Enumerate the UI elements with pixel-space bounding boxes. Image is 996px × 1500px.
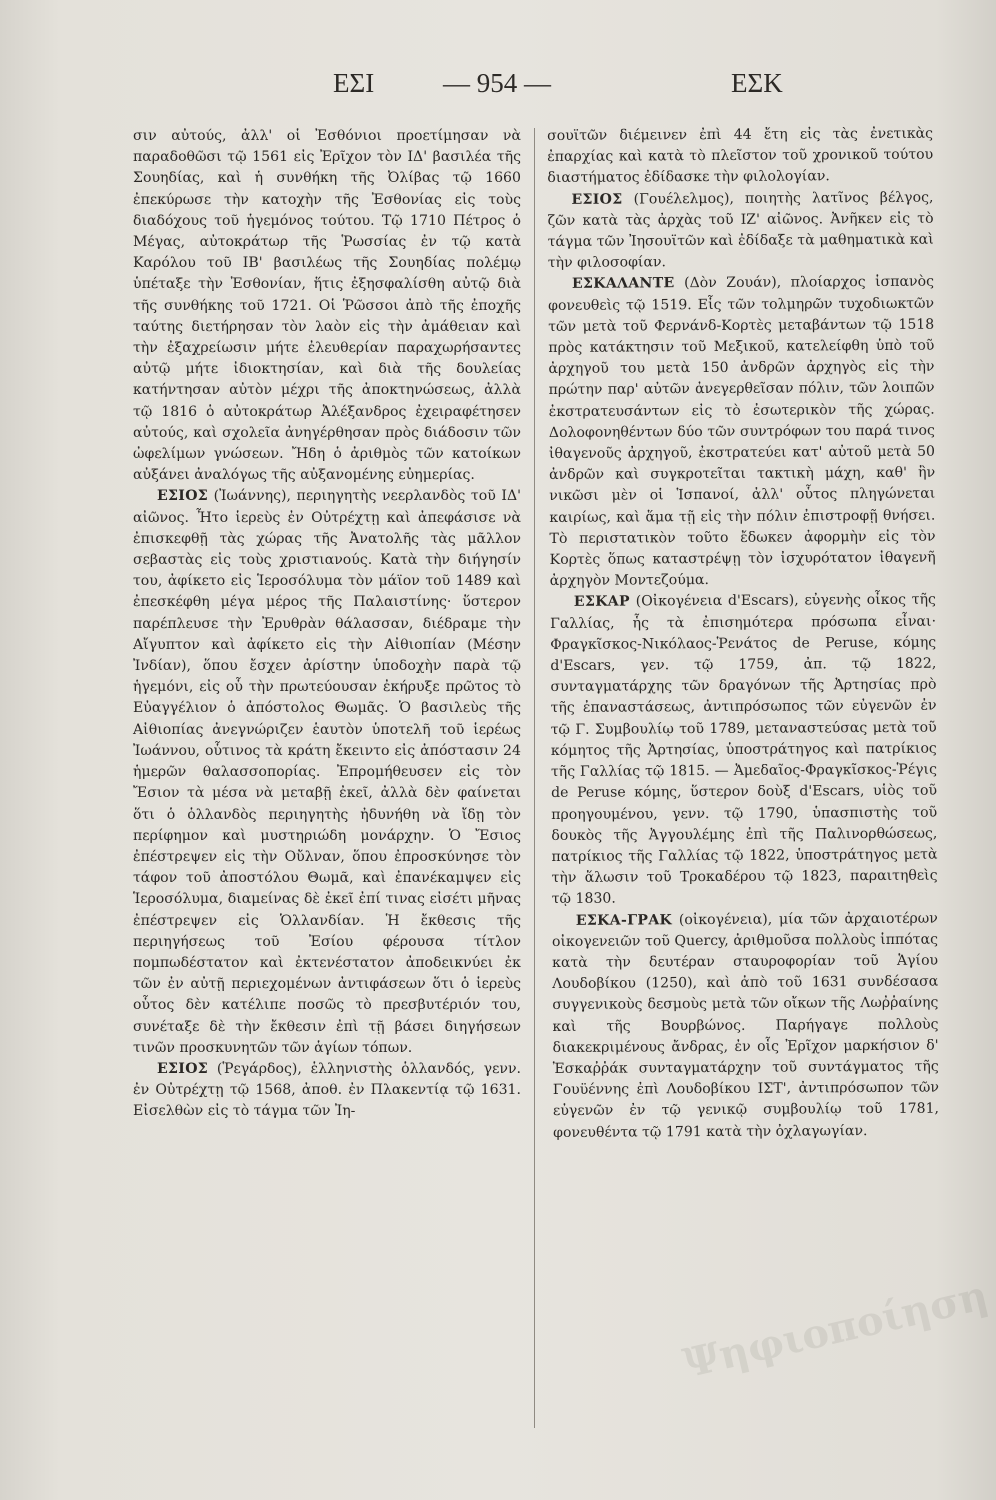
- right-column: [547, 124, 939, 1144]
- entry-text: (οἰκογένεια), μία τῶν ἀρχαιοτέρων οἰκογενειῶν τοῦ Quercy, ἀριθμοῦσα πολλοὺς ἱππότας κατὰ τὴν δευτέραν σταυροφορίαν τοῦ Ἁγίου Λουδοβίκου (1250), καὶ ἀπὸ τοῦ 1631 συνδέσασα συγγενικοὺς δεσμοὺς μετὰ τῶν οἴκων τῆς Λωῤῥαίνης καὶ τῆς Βουρβώνος. Παρήγαγε πολλοὺς διακεκριμένους ἄνδρας, ἐν οἷς Ἐρῖχον μαρκήσιον δ' Ἐσκαῤῥάκ συνταγματάρχην τοῦ συντάγματος τῆς Γουϋέννης ἐπὶ Λουδοβίκου ΙΣΤ', ἀντιπρόσωπον τῶν εὐγενῶν ἐν τῷ γενικῷ συμβουλίῳ τοῦ 1781, φονευθέντα τῷ 1791 κατὰ τὴν ὀχλαγωγίαν.: [551, 910, 940, 1141]
- entry-text: σιν αὐτούς, ἀλλ' οἱ Ἐσθόνιοι προετίμησαν νὰ παραδοθῶσι τῷ 1561 εἰς Ἐρῖχον τὸν ΙΔ' βασιλέα τῆς Σουηδίας, καὶ ἡ συνθήκη τῆς Ὀλίβας τῷ 1660 ἐπεκύρωσε τὴν κατοχὴν τῆς Ἐσθονίας εἰς τοὺς διαδόχους τοῦ ἡγεμόνος τούτου. Τῷ 1710 Πέτρος ὁ Μέγας, αὐτοκράτωρ τῆς Ῥωσσίας ἐν τῷ κατὰ Καρόλου τοῦ ΙΒ' βασιλέως τῆς Σουηδίας πολέμῳ ὑπέταξε τὴν Ἐσθονίαν, ἥτις ἐξησφαλίσθη αὐτῷ διὰ τῆς συνθήκης τοῦ 1721. Οἱ Ῥῶσσοι ἀπὸ τῆς ἐποχῆς ταύτης διετήρησαν τὸν λαὸν εἰς τὴν ἀμάθειαν καὶ τὴν ἐξαχρείωσιν μήτε ἐλευθερίαν παραχωρήσαντες αὐτῷ μήτε ἰδιοκτησίαν, καὶ διὰ τῆς δουλείας κατήντησαν αὐτὸν μέχρι τῆς ἀποκτηνώσεως, ἀλλὰ τῷ 1816 ὁ αὐτοκράτωρ Ἀλέξανδρος ἐχειραφέτησεν αὐτούς, καὶ σχολεῖα ἀνηγέρθησαν πρὸς διάδοσιν τῶν ὠφελίμων γνώσεων. Ἤδη ὁ ἀριθμὸς τῶν κατοίκων αὐξάνει ἀναλόγως τῆς αὐξανομένης εὐημερίας.: [133, 128, 521, 484]
- entry-text: (Δὸν Ζουάν), πλοίαρχος ἱσπανὸς φονευθεὶς τῷ 1519. Εἷς τῶν τολμηρῶν τυχοδιωκτῶν τῶν μετὰ τοῦ Φερνάνδ-Κορτὲς μεταβάντων τῷ 1518 πρὸς κατάκτησιν τοῦ Μεξικοῦ, κατελείφθη ὑπὸ τοῦ ἀρχηγοῦ του μετὰ 150 ἀνδρῶν ἀρχηγὸς εἰς τὴν πρώτην παρ' αὐτῶν ἀνεγερθεῖσαν πόλιν, τῶν λοιπῶν ἐκστρατευσάντων εἰς τὸ ἐσωτερικὸν τῆς χώρας. Δολοφονηθέντων δύο τῶν συντρόφων του παρά τινος ἰθαγενοῦς ἀρχηγοῦ, ἐκστρατεύει κατ' αὐτοῦ μετὰ 50 ἀνδρῶν καὶ συγκροτεῖται τακτικὴ μάχη, καθ' ἣν νικῶσι μὲν οἱ Ἱσπανοί, ἀλλ' οὗτος πληγώνεται καιρίως, καὶ ἅμα τῇ εἰς τὴν πόλιν ἐπιστροφῇ θνήσει. Τὸ περιστατικὸν τοῦτο ἔδωκεν ἀφορμὴν εἰς τὸν Κορτὲς ὅπως καταστρέψῃ τὸν ἰσχυρότατον ἰθαγενῆ ἀρχηγὸν Μοντεζούμα.: [548, 274, 936, 590]
- entry-esios-gouelelmos: [547, 187, 934, 274]
- left-column: [133, 126, 521, 1123]
- library-watermark: Ψηφιοποίηση: [678, 1271, 993, 1388]
- header-right-guide-word: ΕΣΚ: [731, 68, 783, 98]
- entry-text: σουϊτῶν διέμεινεν ἐπὶ 44 ἔτη εἰς τὰς ἐνετικὰς ἐπαρχίας καὶ κατὰ τὸ πλεῖστον τοῦ χρονικοῦ τούτου διαστήματος ἐδίδασκε τὴν φιλολογίαν.: [547, 125, 934, 187]
- entry-headword: ΕΣΚΑ-ΓΡΑΚ: [575, 911, 673, 929]
- header-left-guide-word: ΕΣΙ: [333, 68, 375, 98]
- entry-text: (Οἰκογένεια d'Escars), εὐγενὴς οἶκος τῆς Γαλλίας, ἧς τὰ ἐπισημότερα πρόσωπα εἶναι· Φραγκῖσκος-Νικόλαος-Ῥενάτος de Peruse, κόμης d'Escars, γεν. τῷ 1759, ἀπ. τῷ 1822, συνταγματάρχης τῶν δραγόνων τῆς Ἀρτησίας πρὸ τῆς ἐπαναστάσεως, ἀντιπρόσωπος τῶν εὐγενῶν ἐν τῷ Γ. Συμβουλίῳ τοῦ 1789, μεταναστεύσας μετὰ τοῦ κόμητος τῆς Ἀρτησίας, ὑποστράτηγος καὶ πατρίκιος τῆς Γαλλίας τῷ 1815. — Ἀμεδαῖος-Φραγκῖσκος-Ῥέγις de Peruse κόμης, ὕστερον δοὺξ d'Escars, υἱὸς τοῦ προηγουμένου, γενν. τῷ 1790, ὑπασπιστὴς τοῦ δουκὸς τῆς Ἀγγουλέμης ἐπὶ τῆς Παλινορθώσεως, πατρίκιος τῆς Γαλλίας τῷ 1822, ὑποστράτηγος μετὰ τὴν ἅλωσιν τοῦ Τροκαδέρου τῷ 1823, παραιτηθεὶς τῷ 1830.: [549, 592, 938, 908]
- running-header: [0, 68, 996, 108]
- entry-text: (Ῥεγάρδος), ἑλληνιστὴς ὁλλανδός, γενν. ἐν Οὐτρέχτῃ τῷ 1568, ἀποθ. ἐν Πλακεντίᾳ τῷ 1631. Εἰσελθὼν εἰς τὸ τάγμα τῶν Ἰη-: [133, 1060, 521, 1120]
- column-divider: [534, 128, 535, 1428]
- entry-headword: ΕΣΙΟΣ: [157, 488, 209, 505]
- entry-text: (Ἰωάννης), περιηγητὴς νεερλανδὸς τοῦ ΙΔ' αἰῶνος. Ἦτο ἱερεὺς ἐν Οὐτρέχτῃ καὶ ἀπεφάσισε νὰ ἐπισκεφθῇ τὰς χώρας τῆς Ἀνατολῆς τὰς μᾶλλον σεβαστὰς εἰς τοὺς χριστιανούς. Κατὰ τὴν διήγησίν του, ἀφίκετο εἰς Ἱεροσόλυμα τὸν μάϊον τοῦ 1489 καὶ ἐπεσκέφθη μέγα μέρος τῆς Παλαιστίνης· ὕστερον παρέπλευσε τὴν Ἐρυθρὰν θάλασσαν, διέδραμε τὴν Αἴγυπτον καὶ ἀφίκετο εἰς τὴν Αἰθιοπίαν (Μέσην Ἰνδίαν), ὅπου ἔσχεν ἀρίστην ὑποδοχὴν παρὰ τῷ ἡγεμόνι, εἰς οὗ τὴν πρωτεύουσαν ἐκήρυξε πρῶτος τὸ Εὐαγγέλιον ὁ ἀπόστολος Θωμᾶς. Ὁ βασιλεὺς τῆς Αἰθιοπίας ἀνεγνώριζεν ἑαυτὸν ὑποτελῆ τοῦ ἱερέως Ἰωάννου, οὗτινος τὰ κράτη ἔκειντο εἰς ἀπόστασιν 24 ἡμερῶν θαλασσοπορίας. Ἐπρομήθευσεν εἰς τὸν Ἔσιον τὰ μέσα νὰ μεταβῇ ἐκεῖ, ἀλλὰ δὲν φαίνεται ὅτι ὁ ὁλλανδὸς περιηγητὴς ἠδυνήθη νὰ ἴδῃ τὸν περίφημον καὶ μυστηριώδη μονάρχην. Ὁ Ἔσιος ἐπέστρεψεν εἰς τὴν Οὔλναν, ὅπου ἐπροσκύνησε τὸν τάφον τοῦ ἀποστόλου Θωμᾶ, καὶ ἐπανέκαμψεν εἰς Ἱεροσόλυμα, διαμείνας δὲ ἐκεῖ ἐπί τινας εἰσέτι μῆνας ἐπέστρεψεν εἰς Ὁλλανδίαν. Ἡ ἔκθεσις τῆς περιηγήσεως τοῦ Ἐσίου φέρουσα τίτλον πομπωδέστατον καὶ ἐκτενέστατον ἀποδεικνύει ἐκ τῶν ἐν αὐτῇ περιεχομένων ἀντιφάσεων ὅτι ὁ ἱερεὺς οὗτος δὲν κατέλιπε ποσῶς τὸ πρεσβυτέριόν του, συνέταξε δὲ τὴν ἔκθεσιν ἐπὶ τῇ βάσει διηγήσεων τινῶν προσκυνητῶν τῶν ἁγίων τόπων.: [133, 488, 521, 1056]
- entry-headword: ΕΣΚΑΛΑΝΤΕ: [571, 275, 675, 293]
- entry-esios-regardos: [133, 1059, 521, 1123]
- entry-eska-grak: [552, 908, 939, 1144]
- entry-continuation: [547, 124, 933, 190]
- entry-continuation: [133, 126, 521, 486]
- page-number: — 954 —: [443, 68, 551, 98]
- entry-eskalante: [548, 272, 936, 592]
- entry-headword: ΕΣΚΑΡ: [573, 593, 630, 611]
- entry-headword: ΕΣΙΟΣ: [571, 191, 623, 208]
- entry-headword: ΕΣΙΟΣ: [157, 1060, 209, 1077]
- entry-eskar: [550, 590, 938, 910]
- entry-text: (Γουέλελμος), ποιητὴς λατῖνος βέλγος, ζῶν κατὰ τὰς ἀρχὰς τοῦ ΙΖ' αἰῶνος. Ἀνῆκεν εἰς τὸ τάγμα τῶν Ἰησουϊτῶν καὶ ἐδίδαξε τὰ μαθηματικὰ καὶ τὴν φιλοσοφίαν.: [547, 189, 934, 272]
- entry-esios-ioannis: [133, 486, 521, 1058]
